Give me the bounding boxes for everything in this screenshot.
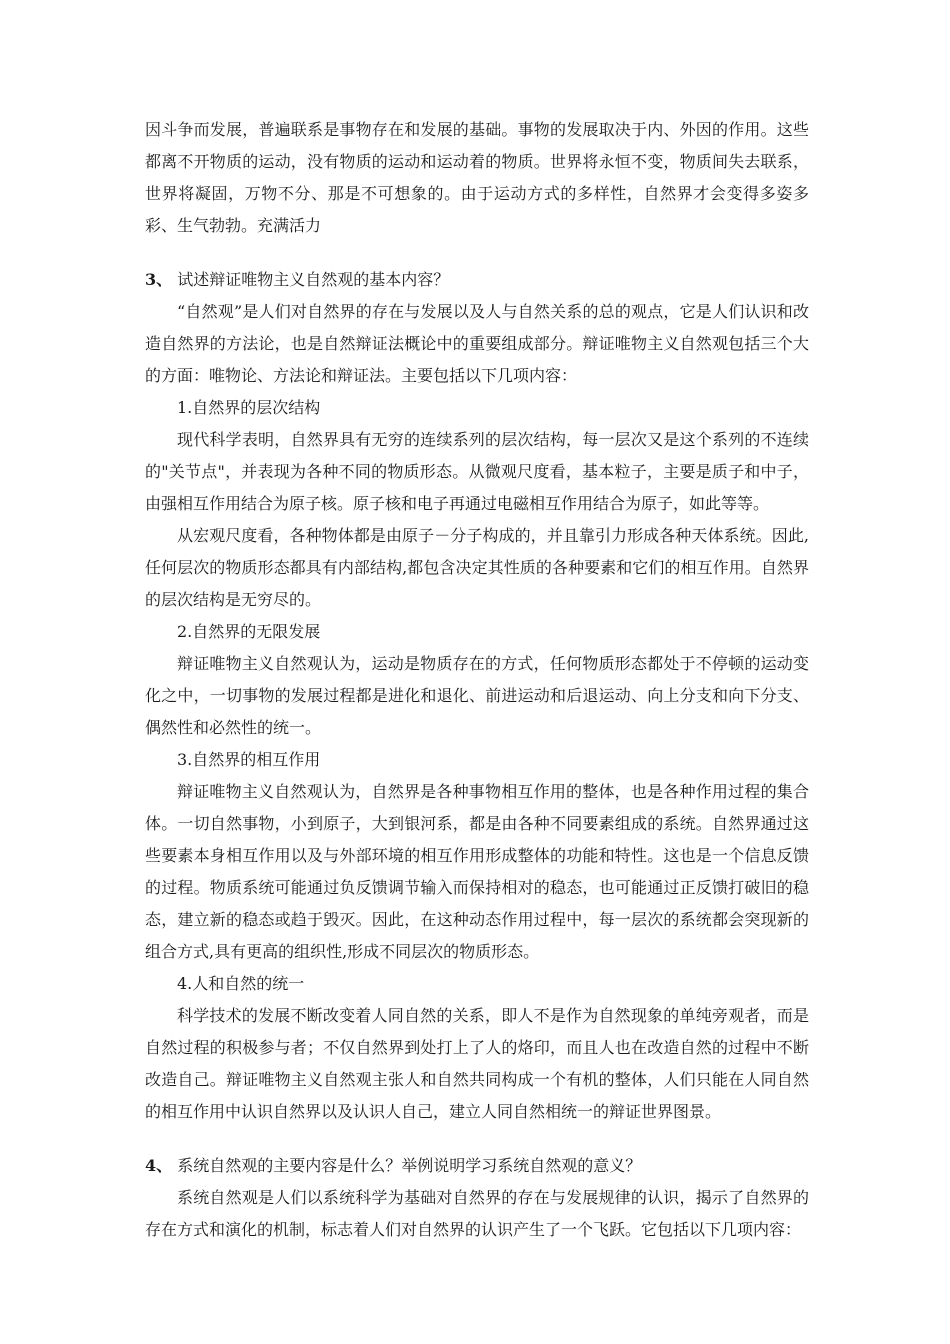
paragraph-interaction: 辩证唯物主义自然观认为，自然界是各种事物相互作用的整体，也是各种作用过程的集合体。一切自然事物，小到原子，大到银河系，都是由各种不同要素组成的系统。自然界通过这些要素本身相互作用以及与外部环境的相互作用形成整体的功能和特性。这也是一个信息反馈的过程。物质系统可能通过负反馈调节输入而保持相对的稳态，也可能通过正反馈打破旧的稳态，建立新的稳态或趋于毁灭。因此，在这种动态作用过程中，每一层次的系统都会突现新的组合方式,具有更高的组织性,形成不同层次的物质形态。 bbox=[145, 782, 809, 961]
subheading-human-nature-unity: 4.人和自然的统一 bbox=[177, 974, 305, 993]
question-3-heading bbox=[145, 264, 809, 296]
subheading-interaction: 3.自然界的相互作用 bbox=[177, 750, 321, 769]
subheading-infinite-development: 2.自然界的无限发展 bbox=[177, 622, 321, 641]
question-4-text: 系统自然观的主要内容是什么？举例说明学习系统自然观的意义？ bbox=[172, 1156, 642, 1175]
paragraph-hierarchy-macro: 从宏观尺度看，各种物体都是由原子－分子构成的，并且靠引力形成各种天体系统。因此,任何层次的物质形态都具有内部结构,都包含决定其性质的各种要素和它们的相互作用。自然界的层次结构是无穷尽的。 bbox=[145, 526, 809, 609]
question-4-heading bbox=[145, 1150, 809, 1182]
question-3-text: 试述辩证唯物主义自然观的基本内容？ bbox=[172, 270, 450, 289]
document-page bbox=[145, 114, 809, 1246]
paragraph-motion-summary: 因斗争而发展，普遍联系是事物存在和发展的基础。事物的发展取决于内、外因的作用。这些都离不开物质的运动，没有物质的运动和运动着的物质。世界将永恒不变，物质间失去联系，世界将凝固，万物不分、那是不可想象的。由于运动方式的多样性，自然界才会变得多姿多彩、生气勃勃。充满活力 bbox=[145, 120, 809, 235]
paragraph-system-nature-view: 系统自然观是人们以系统科学为基础对自然界的存在与发展规律的认识，揭示了自然界的存在方式和演化的机制，标志着人们对自然界的认识产生了一个飞跃。它包括以下几项内容： bbox=[145, 1188, 809, 1239]
paragraph-nature-view-definition: “自然观”是人们对自然界的存在与发展以及人与自然关系的总的观点，它是人们认识和改造自然界的方法论，也是自然辩证法概论中的重要组成部分。辩证唯物主义自然观包括三个大的方面：唯物论、方法论和辩证法。主要包括以下几项内容： bbox=[145, 302, 809, 385]
paragraph-human-nature-unity: 科学技术的发展不断改变着人同自然的关系，即人不是作为自然现象的单纯旁观者，而是自然过程的积极参与者；不仅自然界到处打上了人的烙印，而且人也在改造自然的过程中不断改造自己。辩证唯物主义自然观主张人和自然共同构成一个有机的整体，人们只能在人同自然的相互作用中认识自然界以及认识人自己，建立人同自然相统一的辩证世界图景。 bbox=[145, 1006, 809, 1121]
paragraph-hierarchy-micro: 现代科学表明，自然界具有无穷的连续系列的层次结构，每一层次又是这个系列的不连续的"关节点"，并表现为各种不同的物质形态。从微观尺度看，基本粒子，主要是质子和中子，由强相互作用结合为原子核。原子核和电子再通过电磁相互作用结合为原子，如此等等。 bbox=[145, 430, 809, 513]
question-3-number: 3、 bbox=[145, 270, 173, 289]
paragraph-infinite-development: 辩证唯物主义自然观认为，运动是物质存在的方式，任何物质形态都处于不停顿的运动变化之中，一切事物的发展过程都是进化和退化、前进运动和后退运动、向上分支和向下分支、偶然性和必然性的统一。 bbox=[145, 654, 809, 737]
subheading-hierarchy: 1.自然界的层次结构 bbox=[177, 398, 321, 417]
question-4-number: 4、 bbox=[145, 1156, 173, 1175]
